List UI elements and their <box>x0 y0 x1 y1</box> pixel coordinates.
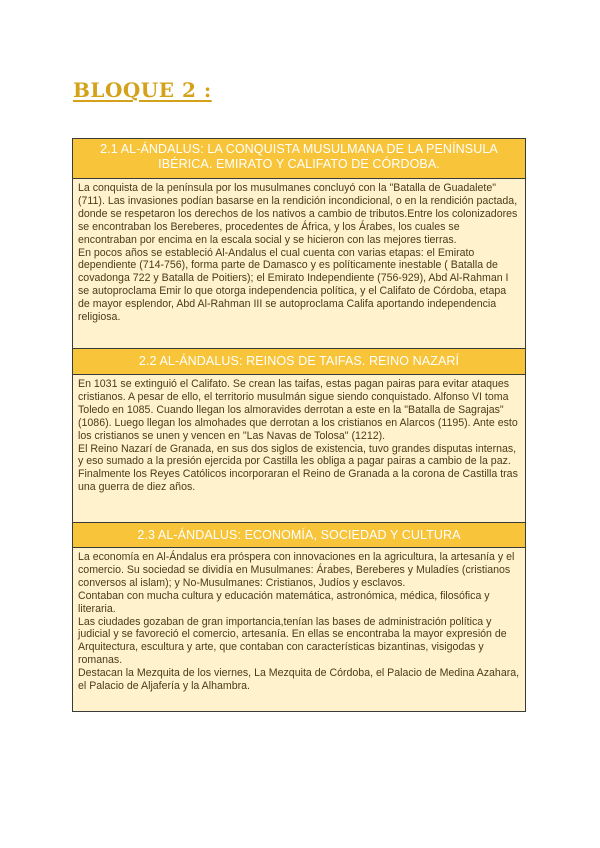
section-header: 2.2 AL-ÁNDALUS: REINOS DE TAIFAS. REINO NAZARÍ <box>73 349 525 375</box>
paragraph: Destacan la Mezquita de los viernes, La Mezquita de Córdoba, el Palacio de Medina Azahara, el Palacio de Aljafería y la Alhambra. <box>78 667 520 693</box>
paragraph: Contaban con mucha cultura y educación matemática, astronómica, médica, filosófica y literaria. <box>78 589 490 615</box>
content-table <box>72 138 526 712</box>
paragraph: En 1031 se extinguió el Califato. Se crean las taifas, estas pagan pairas para evitar ataques cristianos. A pesar de ello, el territorio musulmán sigue siendo conquistado. Alfonso VI toma Toledo en 1085. Cuando llegan los almoravides derrotan a este en la "Batalla de Sagrajas" (1086). Luego llegan los almohades que derrotan a los cristianos en Alarcos (1195). Ante esto los cristianos se unen y vencen en "Las Navas de Tolosa" (1212). <box>78 378 518 442</box>
paragraph: El Reino Nazarí de Granada, en sus dos siglos de existencia, tuvo grandes disputas internas, y eso sumado a la presión ejercida por Castilla les obliga a pagar pairas a cambio de la paz. Finalmente los Reyes Católicos incorporaran el Reino de Granada a la corona de Castilla tras una guerra de diez años. <box>78 442 518 494</box>
paragraph: En pocos años se estableció Al-Andalus el cual cuenta con varias etapas: el Emirato dependiente (714-756), forma parte de Damasco y es políticamente inestable ( Batalla de covadonga 722 y Batalla de Poitiers); el Emirato Independiente (756-929), Abd Al-Rahman I se autoproclama Emir lo que otorga independencia política, y el Califato de Córdoba, etapa de mayor esplendor, Abd Al-Rahman III se autoproclama Califa aportando independencia religiosa. <box>78 246 509 324</box>
section-body <box>73 548 525 711</box>
section-header: 2.1 AL-ÁNDALUS: LA CONQUISTA MUSULMANA DE LA PENÍNSULA IBÉRICA. EMIRATO Y CALIFATO DE CÓRDOBA. <box>73 139 525 179</box>
paragraph: Las ciudades gozaban de gran importancia,tenían las bases de administración política y judicial y se favoreció el comercio, artesanía. En ellas se encontraba la mayor expresión de Arquitectura, escultura y arte, que contaban con características bizantinas, visigodas y romanas. <box>78 615 507 667</box>
paragraph: La conquista de la península por los musulmanes concluyó con la "Batalla de Guadalete" (711). Las invasiones podían basarse en la rendición incondicional, o en la rendición pactada, donde se respetaron los derechos de los nativos a cambio de tributos.Entre los colonizadores se encontraban los Bereberes, procedentes de África, y los Árabes, los cuales se encontraban por encima en la escala social y se hicieron con las mejores tierras. <box>78 182 518 246</box>
section-body <box>73 179 525 349</box>
page-title: BLOQUE 2 : <box>73 78 212 102</box>
paragraph: La economía en Al-Ándalus era próspera con innovaciones en la agricultura, la artesanía y el comercio. Su sociedad se dividía en Musulmanes: Árabes, Bereberes y Muladíes (cristianos conversos al islam); y No-Musulmanes: Cristianos, Judíos y esclavos. <box>78 551 515 589</box>
section-header: 2.3 AL-ÁNDALUS: ECONOMÍA, SOCIEDAD Y CULTURA <box>73 523 525 548</box>
section-body <box>73 375 525 523</box>
